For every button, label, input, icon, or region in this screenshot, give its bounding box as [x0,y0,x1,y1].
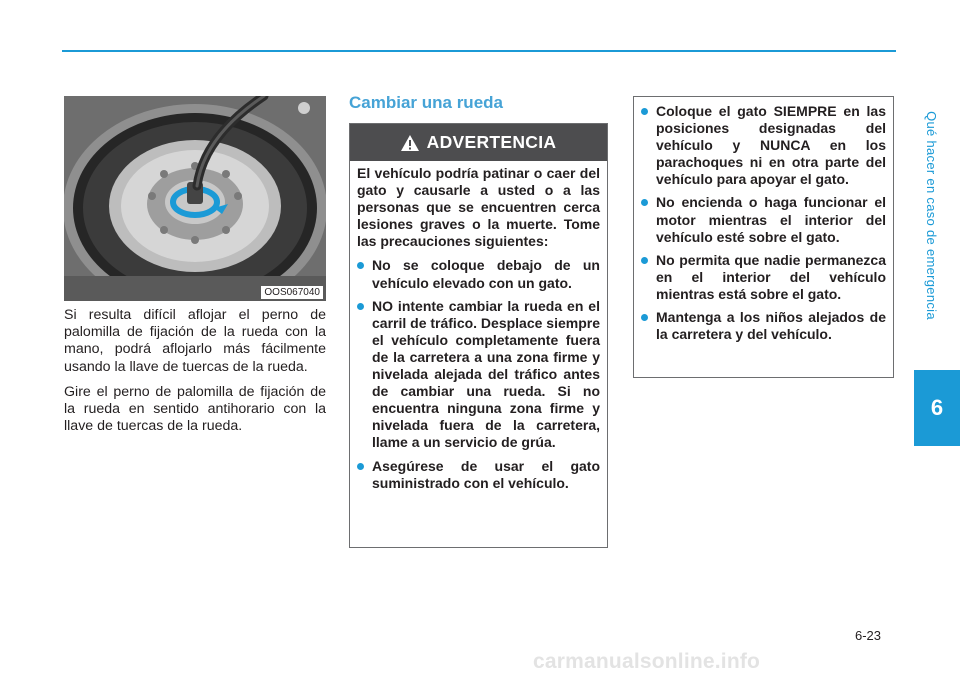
warning-header [350,124,607,161]
bullet-dot [641,199,648,206]
instruction-paragraph-1: Si resulta difícil aflojar el perno de palomilla de fijación de la rueda con la mano, podrá aflojarlo más fácilmente usando la llave de tuercas de la rueda. [64,307,326,375]
chapter-side-tab [906,70,956,360]
continuation-bullet [641,252,886,303]
warning-triangle-icon [401,135,419,151]
warning-bullet [357,458,600,492]
warning-continuation-box [633,96,894,378]
instruction-text [64,307,326,443]
bullet-dot [641,314,648,321]
warning-box [349,123,608,548]
continuation-bullet [641,309,886,343]
warning-bullet-text: No se coloque debajo de un vehículo elevado con un gato. [372,257,600,291]
continuation-bullet-text: Coloque el gato SIEMPRE en las posiciones designadas del vehículo y NUNCA en los parachoques ni en otra parte del vehículo para apoyar el gato. [656,103,886,188]
spare-tire-photo [64,96,326,301]
chapter-number: 6 [930,395,944,420]
page-number: 6-23 [855,628,882,643]
warning-bullet-list [357,257,600,491]
top-rule [62,50,896,52]
continuation-bullet-list [641,103,886,343]
bullet-dot [641,257,648,264]
continuation-bullet-text: Mantenga a los niños alejados de la carretera y del vehículo. [656,309,886,343]
warning-body [350,161,607,492]
figure-code: OOS067040 [261,286,323,299]
continuation-bullet-text: No encienda o haga funcionar el motor mientras el interior del vehículo esté sobre el gato. [656,194,886,245]
bullet-dot [641,108,648,115]
bullet-dot [357,262,364,269]
warning-bullet-text: NO intente cambiar la rueda en el carril de tráfico. Desplace siempre el vehículo completamente fuera de la carretera a una zona firme y nivelada alejada del tráfico antes de cambiar una rueda. Si no encuentra ninguna zona firme y nivelada fuera de la carretera, llame a un servicio de grúa. [372,297,600,451]
chapter-number-box [914,370,960,446]
section-title: Cambiar una rueda [349,93,503,112]
continuation-bullet [641,194,886,245]
chapter-side-tab-label: Qué hacer en caso de emergencia [923,110,939,320]
warning-intro: El vehículo podría patinar o caer del gato y causarle a usted o a las personas que se encuentren cerca lesiones graves o la muerte. Tome las precauciones siguientes: [357,165,600,250]
spare-tire-illustration [64,96,326,301]
continuation-bullet [641,103,886,188]
warning-bullet [357,298,600,452]
continuation-bullet-text: No permita que nadie permanezca en el interior del vehículo mientras está sobre el gato. [656,251,886,302]
bullet-dot [357,463,364,470]
bullet-dot [357,303,364,310]
warning-bullet-text: Asegúrese de usar el gato suministrado con el vehículo. [372,457,600,491]
instruction-paragraph-2: Gire el perno de palomilla de fijación de la rueda en sentido antihorario con la llave de tuercas de la rueda. [64,383,326,435]
warning-heading: ADVERTENCIA [426,132,557,152]
warning-bullet [357,257,600,291]
watermark: carmanualsonline.info [533,650,761,673]
